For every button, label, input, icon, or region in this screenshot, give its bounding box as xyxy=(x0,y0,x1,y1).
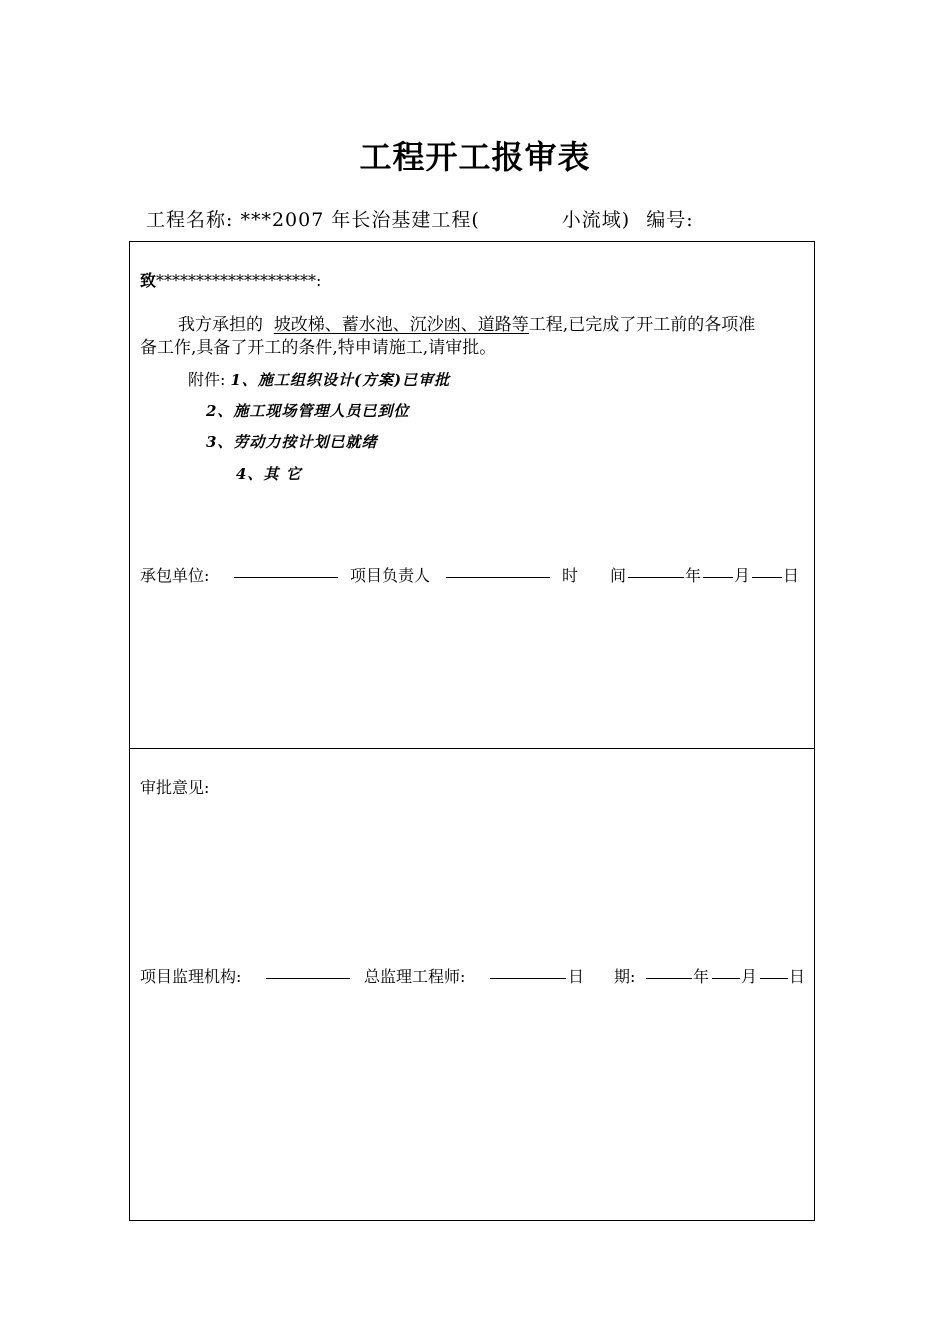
date-label-1: 日 xyxy=(568,967,585,986)
chief-engineer-field[interactable] xyxy=(490,964,566,983)
section-divider xyxy=(130,748,814,749)
addressee-name: ********************: xyxy=(156,271,322,290)
application-text-line-2: 备工作,具备了开工的条件,特申请施工,请审批。 xyxy=(140,338,497,358)
manager-label: 项目负责人 xyxy=(350,566,431,585)
date-label-2: 期: xyxy=(614,967,636,986)
approval-year-label: 年 xyxy=(693,967,710,986)
attachment-item: 3、劳动力按计划已就绪 xyxy=(206,433,378,451)
intro-prefix: 我方承担的 xyxy=(178,315,263,335)
to-prefix: 致 xyxy=(140,271,157,290)
day-field[interactable] xyxy=(752,563,782,582)
day-label: 日 xyxy=(783,566,800,585)
number-label: 编号: xyxy=(646,209,694,231)
project-name: ***2007 年长治基建工程( xyxy=(240,209,480,231)
time-label-1: 时 xyxy=(562,566,579,585)
month-label: 月 xyxy=(734,566,751,585)
approval-month-field[interactable] xyxy=(712,964,740,983)
opinion-label: 审批意见: xyxy=(140,778,210,797)
attachment-item: 4、其 它 xyxy=(236,465,302,483)
approval-month-label: 月 xyxy=(741,967,758,986)
month-field[interactable] xyxy=(703,563,733,582)
addressee xyxy=(140,268,321,291)
attachment-item: 2、施工现场管理人员已到位 xyxy=(206,402,410,420)
project-label: 工程名称: xyxy=(146,209,234,231)
manager-field[interactable] xyxy=(446,563,550,582)
works-list: 坡改梯、蓄水池、沉沙凼、道路等 xyxy=(273,315,529,335)
approval-day-field[interactable] xyxy=(760,964,788,983)
chief-engineer-label: 总监理工程师: xyxy=(364,967,466,986)
time-label-2: 间 xyxy=(610,566,627,585)
approval-day-label: 日 xyxy=(789,967,806,986)
contractor-label: 承包单位: xyxy=(140,566,210,585)
project-header xyxy=(146,205,694,232)
supervision-org-field[interactable] xyxy=(266,964,350,983)
year-field[interactable] xyxy=(628,563,684,582)
approval-year-field[interactable] xyxy=(646,964,692,983)
approval-form-table xyxy=(129,241,815,1221)
attachment-item: 1、施工组织设计(方案)已审批 xyxy=(230,371,451,389)
project-suffix: 小流域) xyxy=(561,209,631,231)
intro-suffix: 工程,已完成了开工前的各项准 xyxy=(528,315,756,335)
supervision-org-label: 项目监理机构: xyxy=(140,967,242,986)
application-text-line-1 xyxy=(178,310,755,335)
attachment-label: 附件: xyxy=(188,370,226,389)
contractor-field[interactable] xyxy=(234,563,338,582)
attachment-line-1 xyxy=(188,367,450,390)
page-title: 工程开工报审表 xyxy=(359,138,591,176)
year-label: 年 xyxy=(685,566,702,585)
